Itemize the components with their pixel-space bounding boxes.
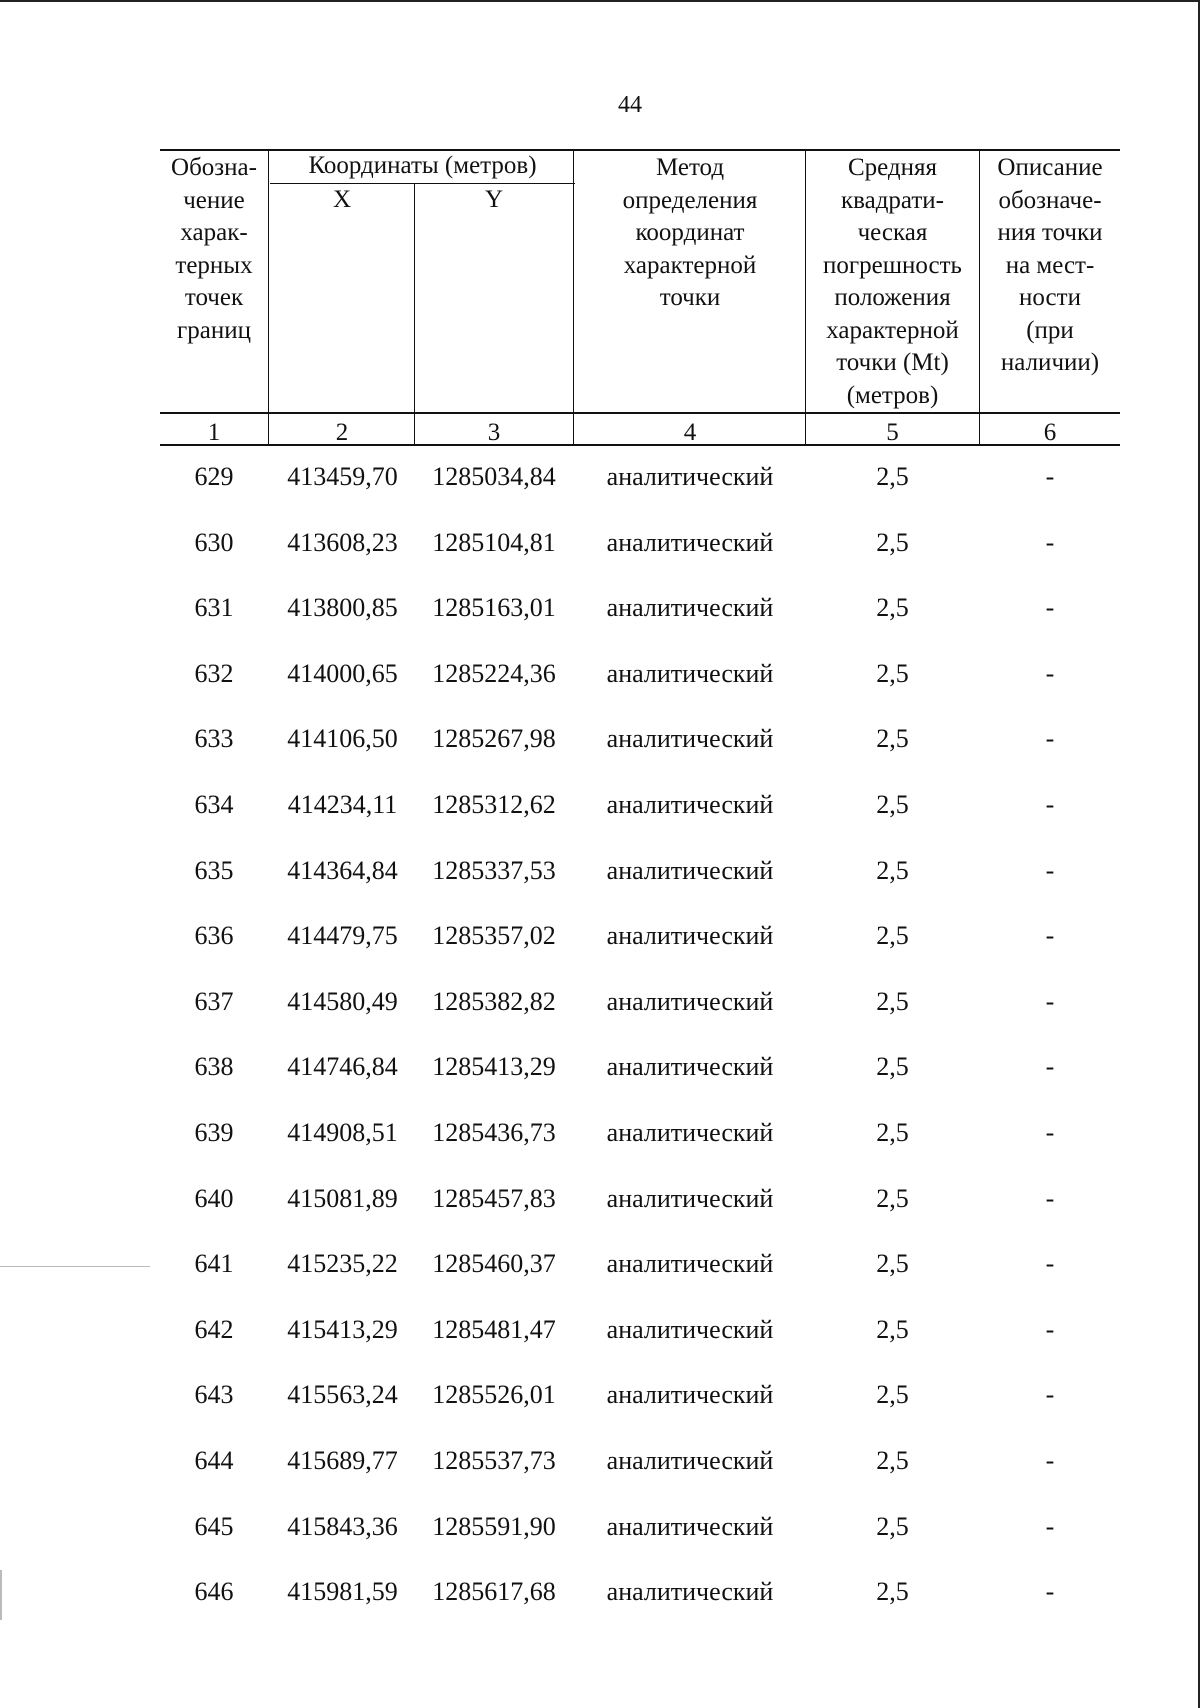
coord-x: 413459,70 xyxy=(287,462,398,491)
point-id: 634 xyxy=(194,790,234,819)
description: - xyxy=(1045,724,1055,754)
column-number: 2 xyxy=(335,419,349,446)
error-value: 2,5 xyxy=(876,1314,909,1344)
description: - xyxy=(1045,1118,1055,1147)
column-number: 5 xyxy=(886,419,899,446)
description: - xyxy=(1045,921,1055,951)
header-col-y: Y xyxy=(484,186,504,213)
error-value: 2,5 xyxy=(876,1511,909,1541)
coord-y: 1285413,29 xyxy=(432,1052,556,1082)
description: - xyxy=(1045,1052,1055,1082)
point-id: 636 xyxy=(194,921,234,951)
coord-x: 414364,84 xyxy=(287,855,398,885)
coord-y: 1285267,98 xyxy=(432,724,556,754)
description: - xyxy=(1045,527,1055,557)
error-value: 2,5 xyxy=(876,462,909,491)
coord-y: 1285617,68 xyxy=(432,1577,556,1607)
method: аналитический xyxy=(606,527,774,557)
point-id: 645 xyxy=(194,1511,234,1541)
coord-x: 415563,24 xyxy=(287,1380,398,1410)
col-divider-1 xyxy=(268,149,269,446)
coord-x: 415081,89 xyxy=(287,1183,398,1213)
error-value: 2,5 xyxy=(876,1183,909,1213)
point-id: 629 xyxy=(194,462,234,491)
column-number: 4 xyxy=(683,419,697,446)
description: - xyxy=(1045,1577,1055,1607)
method: аналитический xyxy=(606,658,774,688)
coord-x: 414000,65 xyxy=(287,658,398,688)
column-number: 1 xyxy=(207,419,221,446)
coord-y: 1285526,01 xyxy=(432,1380,556,1410)
description: - xyxy=(1045,1380,1055,1410)
coord-y: 1285034,84 xyxy=(432,462,556,491)
coord-x: 413608,23 xyxy=(287,527,398,557)
error-value: 2,5 xyxy=(876,1446,909,1475)
coord-y: 1285357,02 xyxy=(432,921,556,951)
coord-y: 1285537,73 xyxy=(432,1446,556,1475)
header-col-error: Средняя квадрати- ческая погрешность положения характерной точки (Mt) (метров) xyxy=(823,154,962,409)
error-value: 2,5 xyxy=(876,724,909,754)
error-value: 2,5 xyxy=(876,1380,909,1410)
description: - xyxy=(1045,1511,1055,1541)
coord-x: 415843,36 xyxy=(287,1511,398,1541)
description: - xyxy=(1045,790,1055,819)
method: аналитический xyxy=(606,1249,774,1279)
point-id: 635 xyxy=(194,855,234,885)
description: - xyxy=(1045,986,1055,1016)
description: - xyxy=(1045,1446,1055,1475)
table-row xyxy=(0,982,1200,1022)
table-row xyxy=(0,588,1200,628)
coord-y: 1285460,37 xyxy=(432,1249,556,1279)
table-row xyxy=(0,1572,1200,1612)
error-value: 2,5 xyxy=(876,658,909,688)
col-divider-2 xyxy=(414,183,415,446)
point-id: 638 xyxy=(194,1052,234,1082)
error-value: 2,5 xyxy=(876,921,909,951)
header-col-description: Описание обозначе- ния точки на мест- ности (при наличии) xyxy=(997,154,1103,376)
description: - xyxy=(1045,1249,1055,1279)
column-number: 3 xyxy=(487,419,501,446)
method: аналитический xyxy=(606,1380,774,1410)
point-id: 641 xyxy=(194,1249,234,1279)
coord-x: 415689,77 xyxy=(287,1446,398,1475)
point-id: 646 xyxy=(194,1577,234,1607)
method: аналитический xyxy=(606,790,774,819)
page-number: 44 xyxy=(618,92,642,118)
coord-y: 1285312,62 xyxy=(432,790,556,819)
coord-x: 414106,50 xyxy=(287,724,398,754)
point-id: 639 xyxy=(194,1118,234,1147)
header-col-x: X xyxy=(332,186,352,213)
method: аналитический xyxy=(606,986,774,1016)
header-coords-title: Координаты (метров) xyxy=(308,152,537,179)
coord-x: 414234,11 xyxy=(287,790,398,819)
table-row xyxy=(0,654,1200,694)
table-row xyxy=(0,1244,1200,1284)
table-row xyxy=(0,1113,1200,1153)
coord-x: 414908,51 xyxy=(287,1118,398,1147)
table-row xyxy=(0,1441,1200,1481)
coord-y: 1285337,53 xyxy=(432,855,556,885)
point-id: 637 xyxy=(194,986,234,1016)
point-id: 632 xyxy=(194,658,234,688)
table-row xyxy=(0,523,1200,563)
coord-y: 1285163,01 xyxy=(432,593,556,623)
description: - xyxy=(1045,1314,1055,1344)
point-id: 630 xyxy=(194,527,234,557)
error-value: 2,5 xyxy=(876,1249,909,1279)
point-id: 642 xyxy=(194,1314,234,1344)
header-col-method: Метод определения координат характерной точки xyxy=(622,154,758,311)
point-id: 633 xyxy=(194,724,234,754)
description: - xyxy=(1045,1183,1055,1213)
scan-artifact xyxy=(0,1266,150,1267)
coord-x: 415981,59 xyxy=(287,1577,398,1607)
method: аналитический xyxy=(606,921,774,951)
table-row xyxy=(0,457,1200,497)
header-bottom-rule xyxy=(160,412,1120,414)
method: аналитический xyxy=(606,1446,774,1475)
point-id: 643 xyxy=(194,1380,234,1410)
error-value: 2,5 xyxy=(876,790,909,819)
method: аналитический xyxy=(606,1577,774,1607)
error-value: 2,5 xyxy=(876,593,909,623)
col-divider-3 xyxy=(573,149,574,446)
coord-x: 414479,75 xyxy=(287,921,398,951)
point-id: 640 xyxy=(194,1183,234,1213)
table-row xyxy=(0,785,1200,825)
error-value: 2,5 xyxy=(876,1118,909,1147)
coord-x: 415413,29 xyxy=(287,1314,398,1344)
table-row xyxy=(0,1047,1200,1087)
error-value: 2,5 xyxy=(876,1577,909,1607)
description: - xyxy=(1045,593,1055,623)
method: аналитический xyxy=(606,1052,774,1082)
table-row xyxy=(0,1375,1200,1415)
header-col-point: Обозна- чение харак- терных точек границ xyxy=(171,154,257,344)
coord-y: 1285224,36 xyxy=(432,658,556,688)
error-value: 2,5 xyxy=(876,527,909,557)
table-row xyxy=(0,1179,1200,1219)
method: аналитический xyxy=(606,1183,774,1213)
coord-y: 1285591,90 xyxy=(432,1511,556,1541)
error-value: 2,5 xyxy=(876,855,909,885)
error-value: 2,5 xyxy=(876,986,909,1016)
method: аналитический xyxy=(606,724,774,754)
coord-x: 415235,22 xyxy=(287,1249,398,1279)
error-value: 2,5 xyxy=(876,1052,909,1082)
table-row xyxy=(0,1507,1200,1547)
scan-artifact xyxy=(0,1570,2,1620)
coord-y: 1285457,83 xyxy=(432,1183,556,1213)
coord-y: 1285481,47 xyxy=(432,1314,556,1344)
coord-x: 414746,84 xyxy=(287,1052,398,1082)
coord-x: 414580,49 xyxy=(287,986,398,1016)
method: аналитический xyxy=(606,593,774,623)
table-row xyxy=(0,1310,1200,1350)
column-number: 6 xyxy=(1043,419,1057,446)
method: аналитический xyxy=(606,1511,774,1541)
point-id: 631 xyxy=(194,593,234,623)
point-id: 644 xyxy=(194,1446,234,1475)
table-row xyxy=(0,719,1200,759)
table-row xyxy=(0,851,1200,891)
method: аналитический xyxy=(606,855,774,885)
table-row xyxy=(0,916,1200,956)
coord-y: 1285104,81 xyxy=(432,527,556,557)
coord-y: 1285436,73 xyxy=(432,1118,556,1147)
description: - xyxy=(1045,658,1055,688)
description: - xyxy=(1045,462,1055,491)
coord-x: 413800,85 xyxy=(287,593,398,623)
method: аналитический xyxy=(606,1118,774,1147)
method: аналитический xyxy=(606,462,774,491)
description: - xyxy=(1045,855,1055,885)
coord-y: 1285382,82 xyxy=(432,986,556,1016)
method: аналитический xyxy=(606,1314,774,1344)
